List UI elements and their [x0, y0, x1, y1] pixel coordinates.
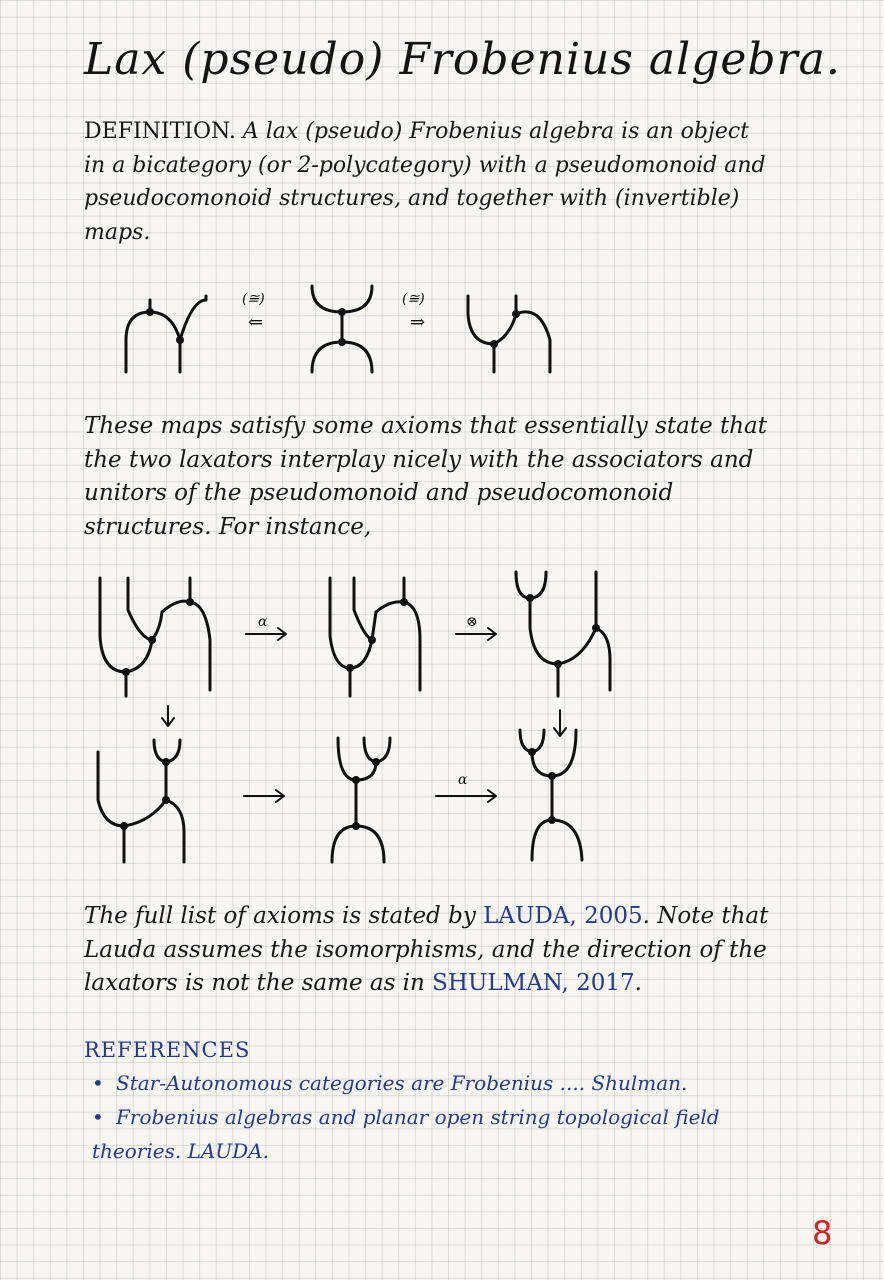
axiom-bottom-left	[98, 740, 184, 862]
arrow-bottom-1	[244, 790, 284, 802]
axiom-top-middle	[330, 578, 420, 696]
arrow-bottom-2-label: α	[458, 772, 468, 788]
bullet-icon: •	[92, 1071, 104, 1095]
citation-shulman: SHULMAN, 2017	[432, 970, 635, 996]
page-title: Lax (pseudo) Frobenius algebra.	[84, 34, 841, 85]
diagram-frobenius-middle	[312, 286, 372, 372]
full-list-text-after: .	[634, 970, 642, 996]
reference-item: • Frobenius algebras and planar open string topological field theories. LAUDA.	[92, 1100, 732, 1168]
diagram1-left-label: (≅)	[242, 291, 265, 307]
full-list-text-before: The full list of axioms is stated by	[84, 903, 476, 929]
citation-lauda: LAUDA, 2005	[483, 903, 643, 929]
axiom-top-left	[100, 578, 210, 696]
diagram1-right-label: (≅)	[402, 291, 425, 307]
diagram1-left-arrow: ⇐	[248, 312, 264, 333]
arrow-top-1-label: α	[258, 614, 268, 630]
full-list-text-middle: . Note that Lauda assumes the isomorphisms, and the direction of the laxators is not the same as in	[84, 903, 769, 996]
axiom-bottom-right	[520, 730, 582, 860]
arrow-down-left	[162, 706, 174, 726]
diagram-laxator-right	[468, 296, 550, 372]
reference-item: • Star-Autonomous categories are Frobenius .... Shulman.	[92, 1066, 812, 1100]
page-number: 8	[812, 1214, 833, 1252]
arrow-down-right	[554, 710, 566, 736]
references-heading: REFERENCES	[84, 1038, 251, 1062]
definition-text: A lax (pseudo) Frobenius algebra is an object in a bicategory (or 2-polycategory) with a pseudomonoid and pseudocomonoid structures, and together with (invertible) maps.	[84, 119, 766, 245]
axioms-paragraph: These maps satisfy some axioms that essentially state that the two laxators interplay nicely with the associators and unitors of the pseudomonoid and pseudocomonoid structures. For instance,	[84, 413, 768, 540]
arrow-top-2-label: ⊗	[466, 614, 478, 630]
arrow-bottom-2	[436, 790, 496, 802]
bullet-icon: •	[92, 1105, 104, 1129]
full-list-paragraph	[84, 900, 804, 1001]
diagram-laxator-left	[126, 296, 206, 372]
axiom-bottom-middle	[332, 738, 390, 862]
axiom-top-right	[516, 572, 610, 696]
diagram1-right-arrow: ⇒	[410, 312, 426, 333]
definition-label: DEFINITION.	[84, 119, 236, 144]
